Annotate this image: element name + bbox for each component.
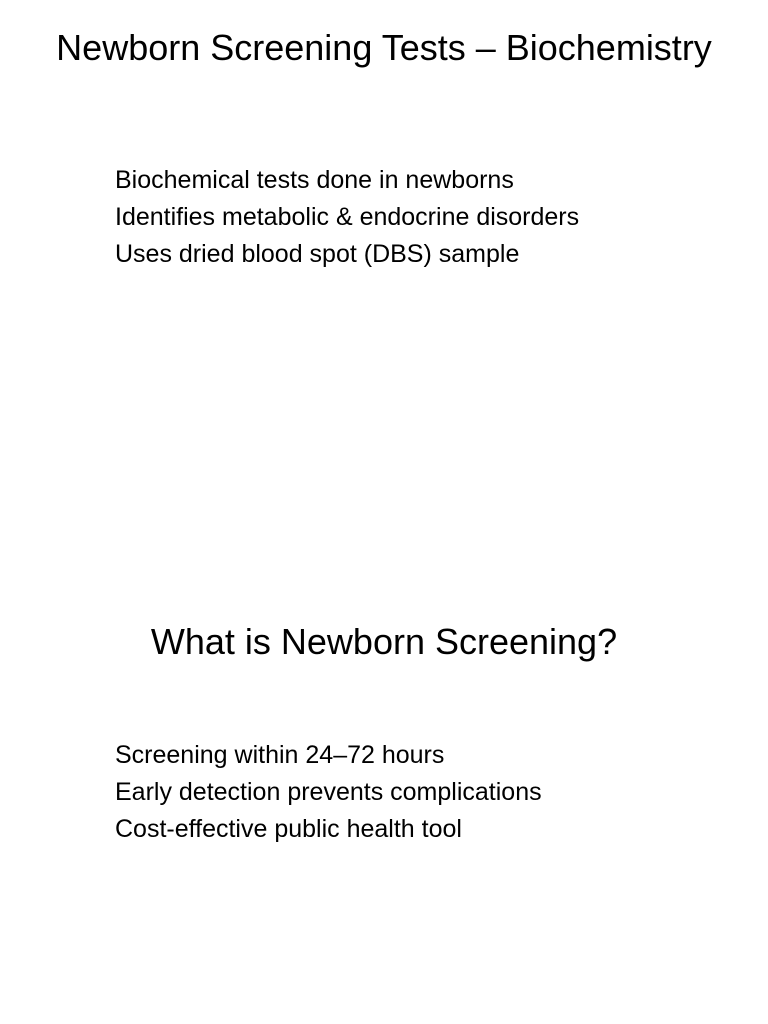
- bullet-list: [115, 737, 735, 848]
- slide-title: What is Newborn Screening?: [150, 621, 618, 662]
- bullet-item: Screening within 24–72 hours: [115, 741, 445, 769]
- bullet-item: Early detection prevents complications: [115, 778, 542, 806]
- bullet-list: [115, 162, 735, 273]
- bullet-item: Biochemical tests done in newborns: [115, 166, 514, 194]
- slide-2: [0, 512, 768, 1024]
- slide-title: Newborn Screening Tests – Biochemistry: [56, 27, 712, 68]
- bullet-item: Uses dried blood spot (DBS) sample: [115, 240, 520, 268]
- bullet-item: Identifies metabolic & endocrine disorders: [115, 203, 580, 231]
- bullet-item: Cost-effective public health tool: [115, 815, 462, 843]
